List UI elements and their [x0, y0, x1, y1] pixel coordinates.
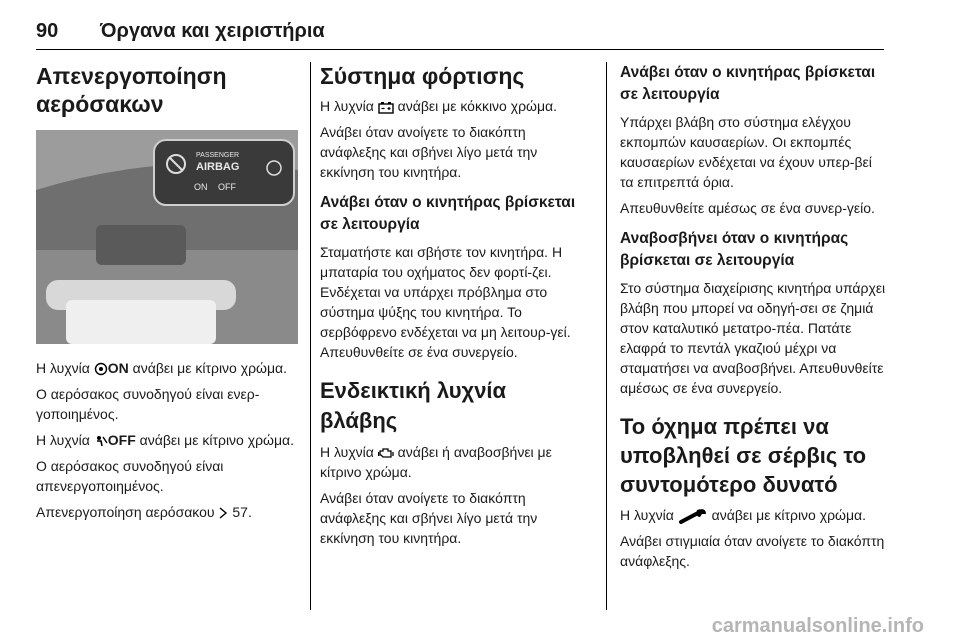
- header-rule: [36, 49, 884, 50]
- page-header: [36, 0, 884, 48]
- section-heading-service: Το όχημα πρέπει να υποβληθεί σε σέρβις το συντομότερο δυνατό: [620, 414, 867, 497]
- paragraph: Η λυχνία OFF ανάβει με κίτρινο χρώμα.: [36, 432, 295, 448]
- paragraph: Απενεργοποίηση αερόσακου 57.: [36, 504, 252, 520]
- column-airbag: [36, 62, 298, 528]
- subheading: Αναβοσβήνει όταν ο κινητήρας βρίσκεται σε λειτουργία: [620, 230, 849, 269]
- column-divider: [606, 62, 607, 610]
- svg-text:OFF: OFF: [218, 182, 236, 192]
- airbag-panel-photo: [36, 130, 298, 344]
- subheading: Ανάβει όταν ο κινητήρας βρίσκεται σε λειτουργία: [320, 194, 576, 233]
- paragraph: Ο αερόσακος συνοδηγού είναι ενερ-γοποιημένος.: [36, 386, 260, 422]
- page-title: Όργανα και χειριστήρια: [100, 20, 325, 42]
- paragraph: Υπάρχει βλάβη στο σύστημα ελέγχου εκπομπών καυσαερίων. Οι εκπομπές καυσαερίων ενδέχεται να έχουν υπερ-βεί τα επιτρεπτά όρια.: [620, 114, 872, 190]
- paragraph: Ανάβει όταν ανοίγετε το διακόπτη ανάφλεξης και σβήνει λίγο μετά την εκκίνηση του κινητήρα.: [320, 124, 538, 180]
- airbag-off-icon: [94, 434, 108, 448]
- column-service: [620, 62, 886, 577]
- paragraph: Η λυχνία ανάβει με κόκκινο χρώμα.: [320, 98, 558, 114]
- paragraph: Στο σύστημα διαχείρισης κινητήρα υπάρχει βλάβη που μπορεί να οδηγή-σει σε ζημιά στον καταλυτικό μετατρο-πέα. Πατάτε ελαφρά το πεντάλ γκαζιού μέχρι να σταματήσει να αναβοσβήνει. Απευθυνθείτε αμέσως σε ένα συνεργείο.: [620, 280, 886, 396]
- paragraph: Ανάβει όταν ανοίγετε το διακόπτη ανάφλεξης και σβήνει λίγο μετά την εκκίνηση του κινητήρα.: [320, 490, 538, 546]
- section-heading-airbag: Απενεργοποίηση αερόσακων: [36, 63, 227, 117]
- column-divider: [310, 62, 311, 610]
- page-reference-link[interactable]: 57.: [232, 504, 252, 520]
- section-heading-malfunction: Ενδεικτική λυχνία βλάβης: [320, 378, 507, 433]
- paragraph: Σταματήστε και σβήστε τον κινητήρα. Η μπαταρία του οχήματος δεν φορτί-ζει. Ενδέχεται να υπάρχει πρόβλημα στο σύστημα ψύξης του κινητήρα. Το σερβόφρενο ενδέχεται να μη λειτουρ-γεί. Απευθυνθείτε σε ένα συνεργείο.: [320, 244, 571, 360]
- battery-icon: [378, 101, 394, 114]
- watermark: carmanualsonline.info: [711, 615, 924, 637]
- subheading: Ανάβει όταν ο κινητήρας βρίσκεται σε λειτουργία: [620, 64, 876, 103]
- paragraph: Η λυχνία ON ανάβει με κίτρινο χρώμα.: [36, 360, 288, 376]
- paragraph: Η λυχνία ανάβει με κίτρινο χρώμα.: [620, 507, 867, 523]
- paragraph: Η λυχνία ανάβει ή αναβοσβήνει με κίτρινο χρώμα.: [320, 444, 552, 480]
- page-number: 90: [36, 20, 59, 42]
- reference-arrow-icon: [218, 507, 228, 519]
- paragraph: Ο αερόσακος συνοδηγού είναι απενεργοποιημένος.: [36, 458, 224, 494]
- airbag-on-icon: [94, 362, 108, 376]
- svg-text:AIRBAG: AIRBAG: [196, 161, 240, 173]
- column-charging: [320, 62, 586, 554]
- svg-text:ON: ON: [194, 182, 208, 192]
- section-heading-charging: Σύστημα φόρτισης: [320, 63, 525, 89]
- paragraph: Απευθυνθείτε αμέσως σε ένα συνερ-γείο.: [620, 200, 875, 216]
- wrench-icon: [678, 508, 708, 524]
- svg-text:PASSENGER: PASSENGER: [196, 152, 240, 159]
- engine-check-icon: [378, 447, 394, 460]
- paragraph: Ανάβει στιγμιαία όταν ανοίγετε το διακόπτη ανάφλεξης.: [620, 533, 885, 569]
